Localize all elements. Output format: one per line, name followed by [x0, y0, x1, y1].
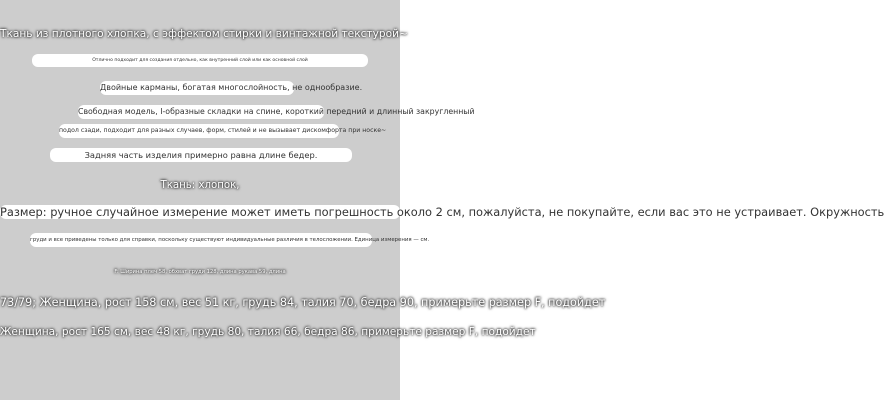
text-line-pockets: Двойные карманы, богатая многослойность, не однообразие. — [100, 81, 294, 95]
text-line-fabric-intro: Ткань из плотного хлопка, с эффектом стирки и винтажной текстурой~ — [0, 28, 408, 40]
text-line-hem: подол сзади, подходит для разных случаев, форм, стилей и не вызывает дискомфорта при носке~ — [59, 124, 339, 138]
text-line-material: Ткань: хлопок, — [160, 180, 240, 191]
text-line-fit: Свободная модель, I-образные складки на спине, короткий передний и длинный закругленный — [78, 105, 324, 119]
text-line-measurements: F: Ширина плеч 58, обхват груди 128, длина рукава 59, длина — [114, 269, 286, 275]
text-line-model-2: Женщина, рост 165 см, вес 48 кг, грудь 80, талия 66, бедра 86, примерьте размер F, подойдет — [0, 326, 536, 338]
text-line-size-note-1: Размер: ручное случайное измерение может иметь погрешность около 2 см, пожалуйста, не покупайте, если вас это не устраивает. Окружность — [0, 205, 884, 219]
text-line-layering: Отлично подходит для создания отдельно, как внутренний слой или как основной слой — [32, 54, 368, 67]
text-line-back-length: Задняя часть изделия примерно равна длине бедер. — [50, 148, 352, 162]
text-line-model-1: 73/79; Женщина, рост 158 см, вес 51 кг, грудь 84, талия 70, бедра 90, примерьте размер F, подойдет — [0, 296, 606, 309]
text-line-size-note-2: груди и все приведены только для справки, поскольку существуют индивидуальные различия в телосложении. Единица измерения — см. — [30, 233, 372, 247]
